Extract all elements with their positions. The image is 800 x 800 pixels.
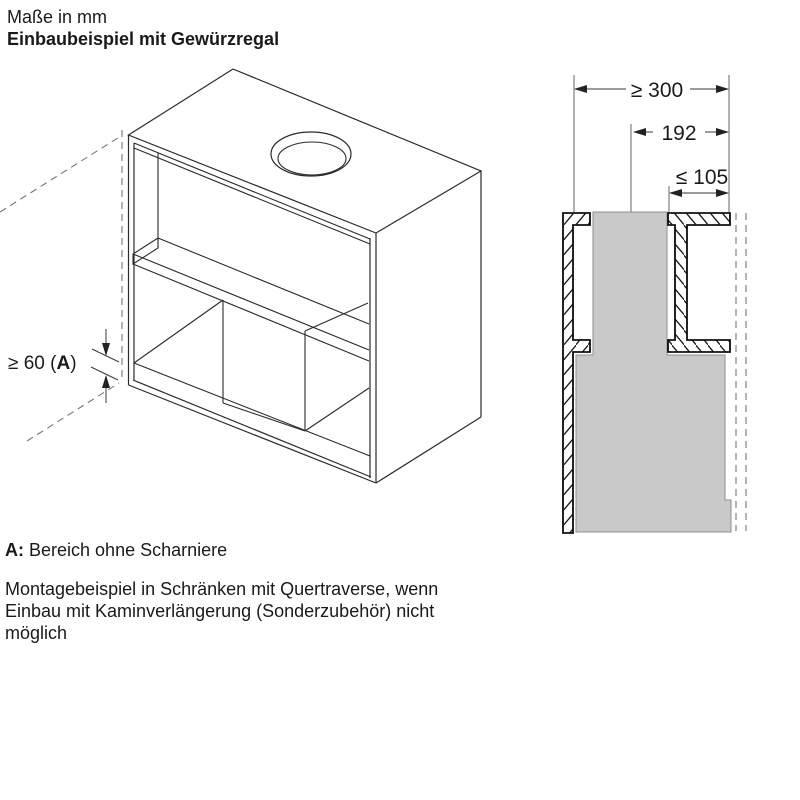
mounting-note-line: möglich — [5, 623, 68, 643]
dimension-niche-depth — [669, 166, 729, 197]
mounting-note-line: Einbau mit Kaminverlängerung (Sonderzubehör) nicht — [5, 601, 435, 621]
cross-section-drawing — [563, 75, 746, 533]
dimension-width-min — [574, 79, 729, 102]
note-a-label: A: — [5, 540, 24, 560]
projection-dashed-lines — [0, 130, 122, 441]
clearance-dashed-lines — [736, 213, 746, 531]
dimension-hinge-label: ≥ 60 (A) — [8, 353, 77, 374]
right-cabinet-wall-section — [668, 213, 730, 352]
mounting-note-line: Montagebeispiel in Schränken mit Quertraverse, wenn — [5, 579, 439, 599]
note-a-text: Bereich ohne Scharniere — [29, 540, 228, 560]
mounting-note — [5, 578, 438, 644]
dimension-width-min-label: ≥ 300 — [630, 79, 684, 102]
dimension-duct-offset-label: 192 — [661, 122, 697, 145]
shelf-quertraverse — [133, 238, 369, 361]
page-title: Einbaubeispiel mit Gewürzregal — [7, 29, 280, 49]
cabinet-isometric-drawing — [0, 69, 481, 483]
dimension-niche-depth-label: ≤ 105 — [675, 166, 729, 189]
duct-shape — [576, 212, 731, 532]
note-a — [5, 540, 227, 561]
dimension-duct-offset — [633, 122, 729, 145]
units-note: Maße in mm — [7, 7, 108, 27]
duct-hole — [271, 132, 351, 176]
lower-compartment-dividers — [134, 300, 370, 456]
dimension-hinge-clearance — [8, 329, 119, 403]
